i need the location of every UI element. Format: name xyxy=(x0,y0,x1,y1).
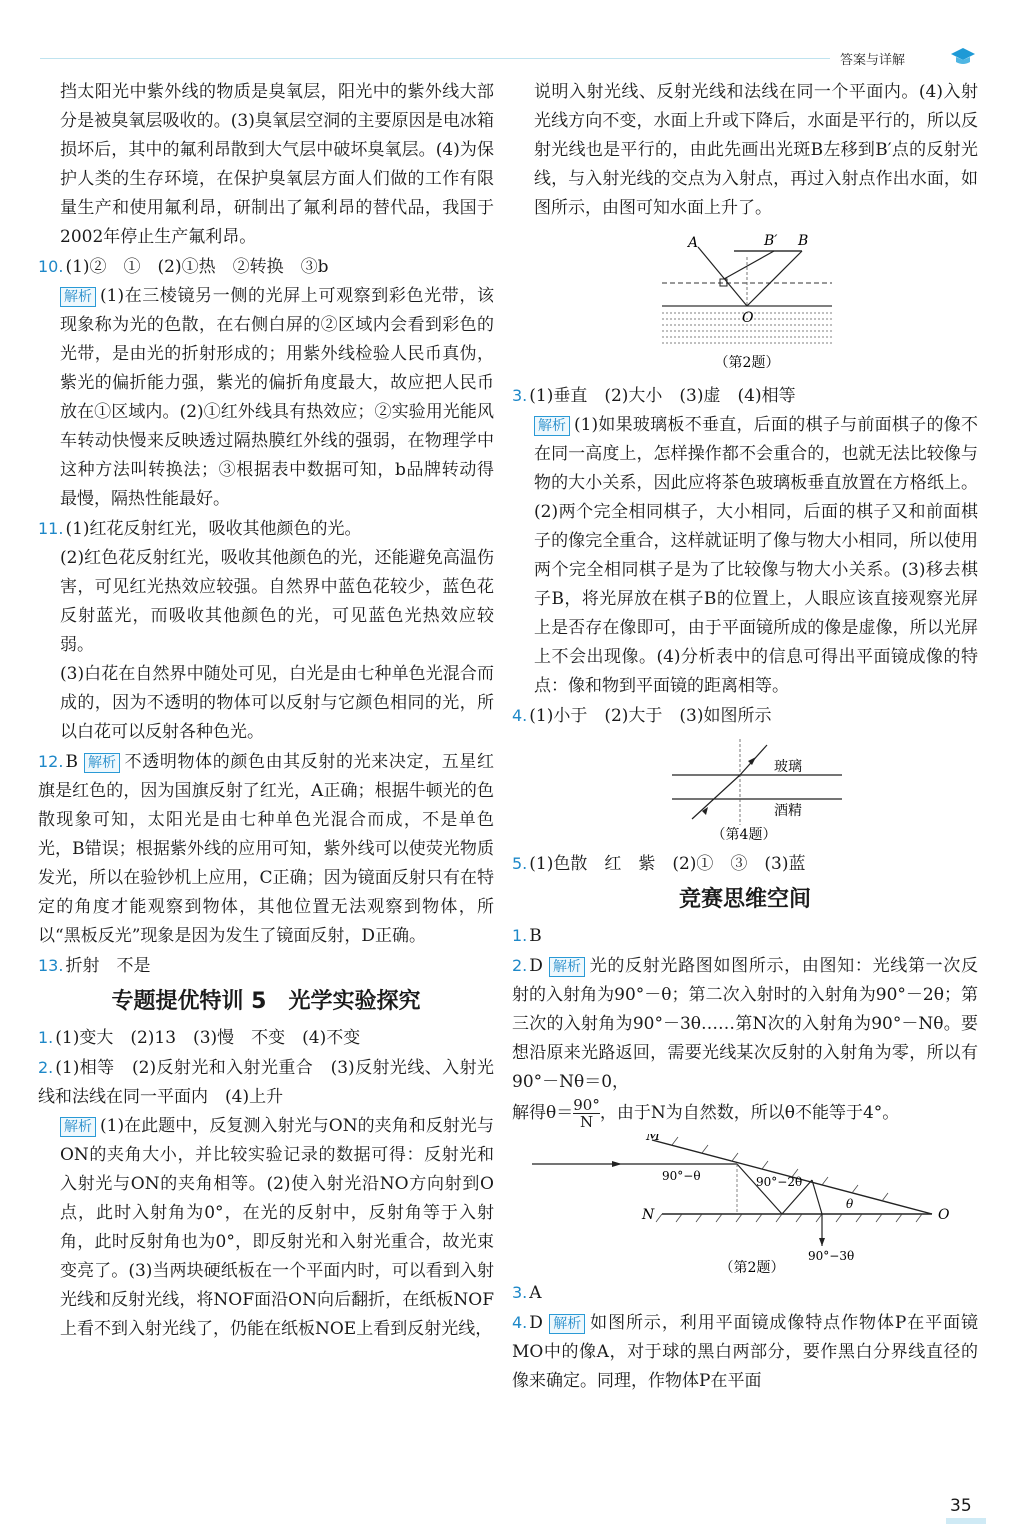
c4-answer-text: D xyxy=(529,1313,543,1333)
q10-number: 10. xyxy=(38,257,64,276)
c2-solution xyxy=(512,1097,978,1130)
q4-number: 4. xyxy=(512,706,528,725)
page-number: 35 xyxy=(950,1496,972,1516)
q13-answer xyxy=(38,951,494,981)
q11-part3: (3)白花在自然界中随处可见，白光是由七种单色光混合而成的，因为不透明的物体可以反射与它颜色相同的光，所以白花可以反射各种色光。 xyxy=(60,664,494,742)
c2-answer xyxy=(512,951,978,1097)
q13-answer-text: 折射 不是 xyxy=(65,956,151,976)
c1-answer-text: B xyxy=(529,926,542,946)
s2-explanation xyxy=(38,1112,494,1344)
header-rule xyxy=(40,58,830,59)
q12-number: 12. xyxy=(38,752,64,771)
page-number-bar xyxy=(946,1518,986,1524)
q4-answer-text: (1)小于 (2)大于 (3)如图所示 xyxy=(529,706,772,726)
s2-number: 2. xyxy=(38,1058,54,1077)
q3-answer-text: (1)垂直 (2)大小 (3)虚 (4)相等 xyxy=(529,386,796,406)
graduation-cap-icon xyxy=(950,46,976,68)
q12-explanation-text: 不透明物体的颜色由其反射的光来决定，五星红旗是红色的，因为国旗反射了红光，A正确；根据牛顿光的色散现象可知，太阳光是由七种单色光混合而成，不是单色光，B错误；根据紫外线的应用可知，紫外线可以使荧光物质发光，所以在验钞机上应用，C正确；因为镜面反射只有在特定的角度才能观察到物体，其他位置无法观察到物体，所以“黑板反光”现象是因为发生了镜面反射，D正确。 xyxy=(38,752,495,946)
c1-answer xyxy=(512,921,978,951)
c2-explanation-text: 光的反射光路图如图所示，由图知：光线第一次反射的入射角为90°－θ；第二次入射时的入射角为90°－2θ；第三次的入射角为90°－3θ……第N次的入射角为90°－Nθ。要想沿原来光路返回，需要光线某次反射的入射角为零，所以有90°－Nθ＝0， xyxy=(512,956,979,1092)
analysis-tag: 解析 xyxy=(60,1117,96,1137)
q10-answer-text: (1)② ① (2)①热 ②转换 ③b xyxy=(65,257,329,277)
q10-answer xyxy=(38,252,494,282)
q5-answer xyxy=(512,849,978,879)
q12-answer xyxy=(38,747,494,951)
q10-explanation-text: (1)在三棱镜另一侧的光屏上可观察到彩色光带，该现象称为光的色散，在右侧白屏的②区域内会看到彩色的光带，是由光的折射形成的；用紫外线检验人民币真伪，紫光的偏折能力强，紫光的偏折角度最大，故应把人民币放在①区域内。(2)①红外线具有热效应；②实验用光能风车转动快慢来反映透过隔热膜红外线的强弱，在物理学中这种方法叫转换法；③根据表中数据可知，b品牌转动得最慢，隔热性能最好。 xyxy=(60,286,494,509)
analysis-tag: 解析 xyxy=(549,1314,585,1334)
section-title-competition: 竞赛思维空间 xyxy=(678,887,811,912)
paragraph-intro: 挡太阳光中紫外线的物质是臭氧层，阳光中的紫外线大部分是被臭氧层吸收的。(3)臭氧层空洞的主要原因是电冰箱损坏后，其中的氟利昂散到大气层中破坏臭氧层。(4)为保护人类的生存环境，在保护臭氧层方面人们做的工作有限量生产和使用氟利昂，研制出了氟利昂的替代品，我国于2002年停止生产氟利昂。 xyxy=(60,82,494,247)
analysis-tag: 解析 xyxy=(60,287,96,307)
q11-number: 11. xyxy=(38,519,64,538)
q13-number: 13. xyxy=(38,956,64,975)
angle-label-1: 90°−θ xyxy=(662,1169,701,1183)
label-Bprime: B′ xyxy=(764,233,778,249)
header-label: 答案与详解 xyxy=(840,53,906,68)
angle-label-3: θ xyxy=(846,1197,854,1211)
c4-answer xyxy=(512,1308,978,1396)
analysis-tag: 解析 xyxy=(534,416,570,436)
s1-answer xyxy=(38,1023,494,1053)
q3-number: 3. xyxy=(512,386,528,405)
s1-answer-text: (1)变大 (2)13 (3)慢 不变 (4)不变 xyxy=(55,1028,361,1048)
paragraph-continued: 说明入射光线、反射光线和法线在同一个平面内。(4)入射光线方向不变，水面上升或下降后，水面是平行的，所以反射光线也是平行的，由此先画出光斑B左移到B′点的反射光线，与入射光线的交点为入射点，再过入射点作出水面，如图所示，由图可知水面上升了。 xyxy=(534,82,978,218)
label-A: A xyxy=(688,235,699,251)
c2-number: 2. xyxy=(512,956,528,975)
s1-number: 1. xyxy=(38,1028,54,1047)
q3-answer xyxy=(512,381,978,411)
q5-number: 5. xyxy=(512,854,528,873)
mirror-diagram xyxy=(512,1134,978,1274)
section-title-special: 专题提优特训 5 光学实验探究 xyxy=(111,989,421,1014)
label-alcohol: 酒精 xyxy=(774,803,802,819)
q12-answer-text: B xyxy=(65,752,78,772)
c2-fraction-numerator: 90° xyxy=(573,1096,600,1114)
c3-answer-text: A xyxy=(529,1283,542,1303)
label-O: O xyxy=(938,1207,950,1223)
q4-answer xyxy=(512,701,978,731)
figure-q4-refraction xyxy=(512,735,978,845)
figure-caption: （第2题） xyxy=(719,1260,785,1274)
q5-answer-text: (1)色散 红 紫 (2)① ③ (3)蓝 xyxy=(529,854,806,874)
figure-caption: （第4题） xyxy=(711,827,777,843)
c3-answer xyxy=(512,1278,978,1308)
refraction-diagram xyxy=(512,735,978,845)
q11-answer xyxy=(38,514,494,544)
angle-label-4: 90°−3θ xyxy=(808,1249,855,1263)
c2-answer-text: D xyxy=(529,956,543,976)
c4-number: 4. xyxy=(512,1313,528,1332)
q3-explanation-text: (1)如果玻璃板不垂直，后面的棋子与前面棋子的像不在同一高度上，怎样操作都不会重合的，也就无法比较像与物的大小关系，因此应将茶色玻璃板垂直放置在方格纸上。(2)两个完全相同棋子，大小相同，后面的棋子又和前面棋子的像完全重合，这样就证明了像与物大小相同，所以使用两个完全相同棋子是为了比较像与物大小关系。(3)移去棋子B，将光屏放在棋子B的位置上，人眼应该直接观察光屏上是否存在像即可，由于平面镜所成的像是虚像，所以光屏上不会出现像。(4)分析表中的信息可得出平面镜成像的特点：像和物到平面镜的距离相等。 xyxy=(534,415,978,696)
figure-caption: （第2题） xyxy=(714,355,780,371)
right-column xyxy=(512,78,978,1396)
c2-solve-a: 解得θ＝ xyxy=(512,1103,574,1123)
q11-part1: (1)红花反射红光，吸收其他颜色的光。 xyxy=(65,519,362,539)
q10-explanation xyxy=(38,282,494,514)
analysis-tag: 解析 xyxy=(84,753,120,773)
c1-number: 1. xyxy=(512,926,528,945)
c3-number: 3. xyxy=(512,1283,528,1302)
label-glass: 玻璃 xyxy=(774,759,802,775)
angle-label-2: 90°−2θ xyxy=(756,1175,803,1189)
c2-solve-b: ，由于N为自然数，所以θ不能等于4°。 xyxy=(599,1103,900,1123)
label-M: M xyxy=(646,1134,661,1144)
c2-fraction xyxy=(573,1097,600,1130)
q3-explanation xyxy=(512,411,978,701)
s2-answer xyxy=(38,1053,494,1112)
s2-explanation-text: (1)在此题中，反复测入射光与ON的夹角和反射光与ON的夹角大小，并比较实验记录的数据可得：反射光和入射光与ON的夹角相等。(2)使入射光沿NO方向射到O点，此时入射角为0°，在光的反射中，反射角等于入射角，此时反射角也为0°，即反射光和入射光重合，故光束变亮了。(3)当两块硬纸板在一个平面内时，可以看到入射光线和反射光线，将NOF面沿ON向后翻折，在纸板NOF上看不到入射光线了，仍能在纸板NOE上看到反射光线， xyxy=(60,1116,494,1339)
figure-q2-reflection xyxy=(512,227,978,377)
label-N: N xyxy=(642,1207,655,1223)
figure-c2-mirrors xyxy=(512,1134,978,1274)
q11-part2: (2)红色花反射红光，吸收其他颜色的光，还能避免高温伤害，可见红光热效应较强。自然界中蓝色花较少，蓝色花反射蓝光，而吸收其他颜色的光，可见蓝色光热效应较弱。 xyxy=(60,548,494,655)
c4-explanation-text: 如图所示，利用平面镜成像特点作物体P在平面镜MO中的像A，对于球的黑白两部分，要作黑白分界线直径的像来确定。同理，作物体P在平面 xyxy=(512,1313,978,1391)
s2-answer-text: (1)相等 (2)反射光和入射光重合 (3)反射光线、入射光线和法线在同一平面内 (4)上升 xyxy=(38,1058,494,1107)
analysis-tag: 解析 xyxy=(549,957,585,977)
label-O: O xyxy=(742,310,754,326)
left-column xyxy=(38,78,494,1344)
c2-fraction-denominator: N xyxy=(579,1113,594,1131)
reflection-diagram xyxy=(512,227,978,377)
label-B: B xyxy=(798,233,809,249)
